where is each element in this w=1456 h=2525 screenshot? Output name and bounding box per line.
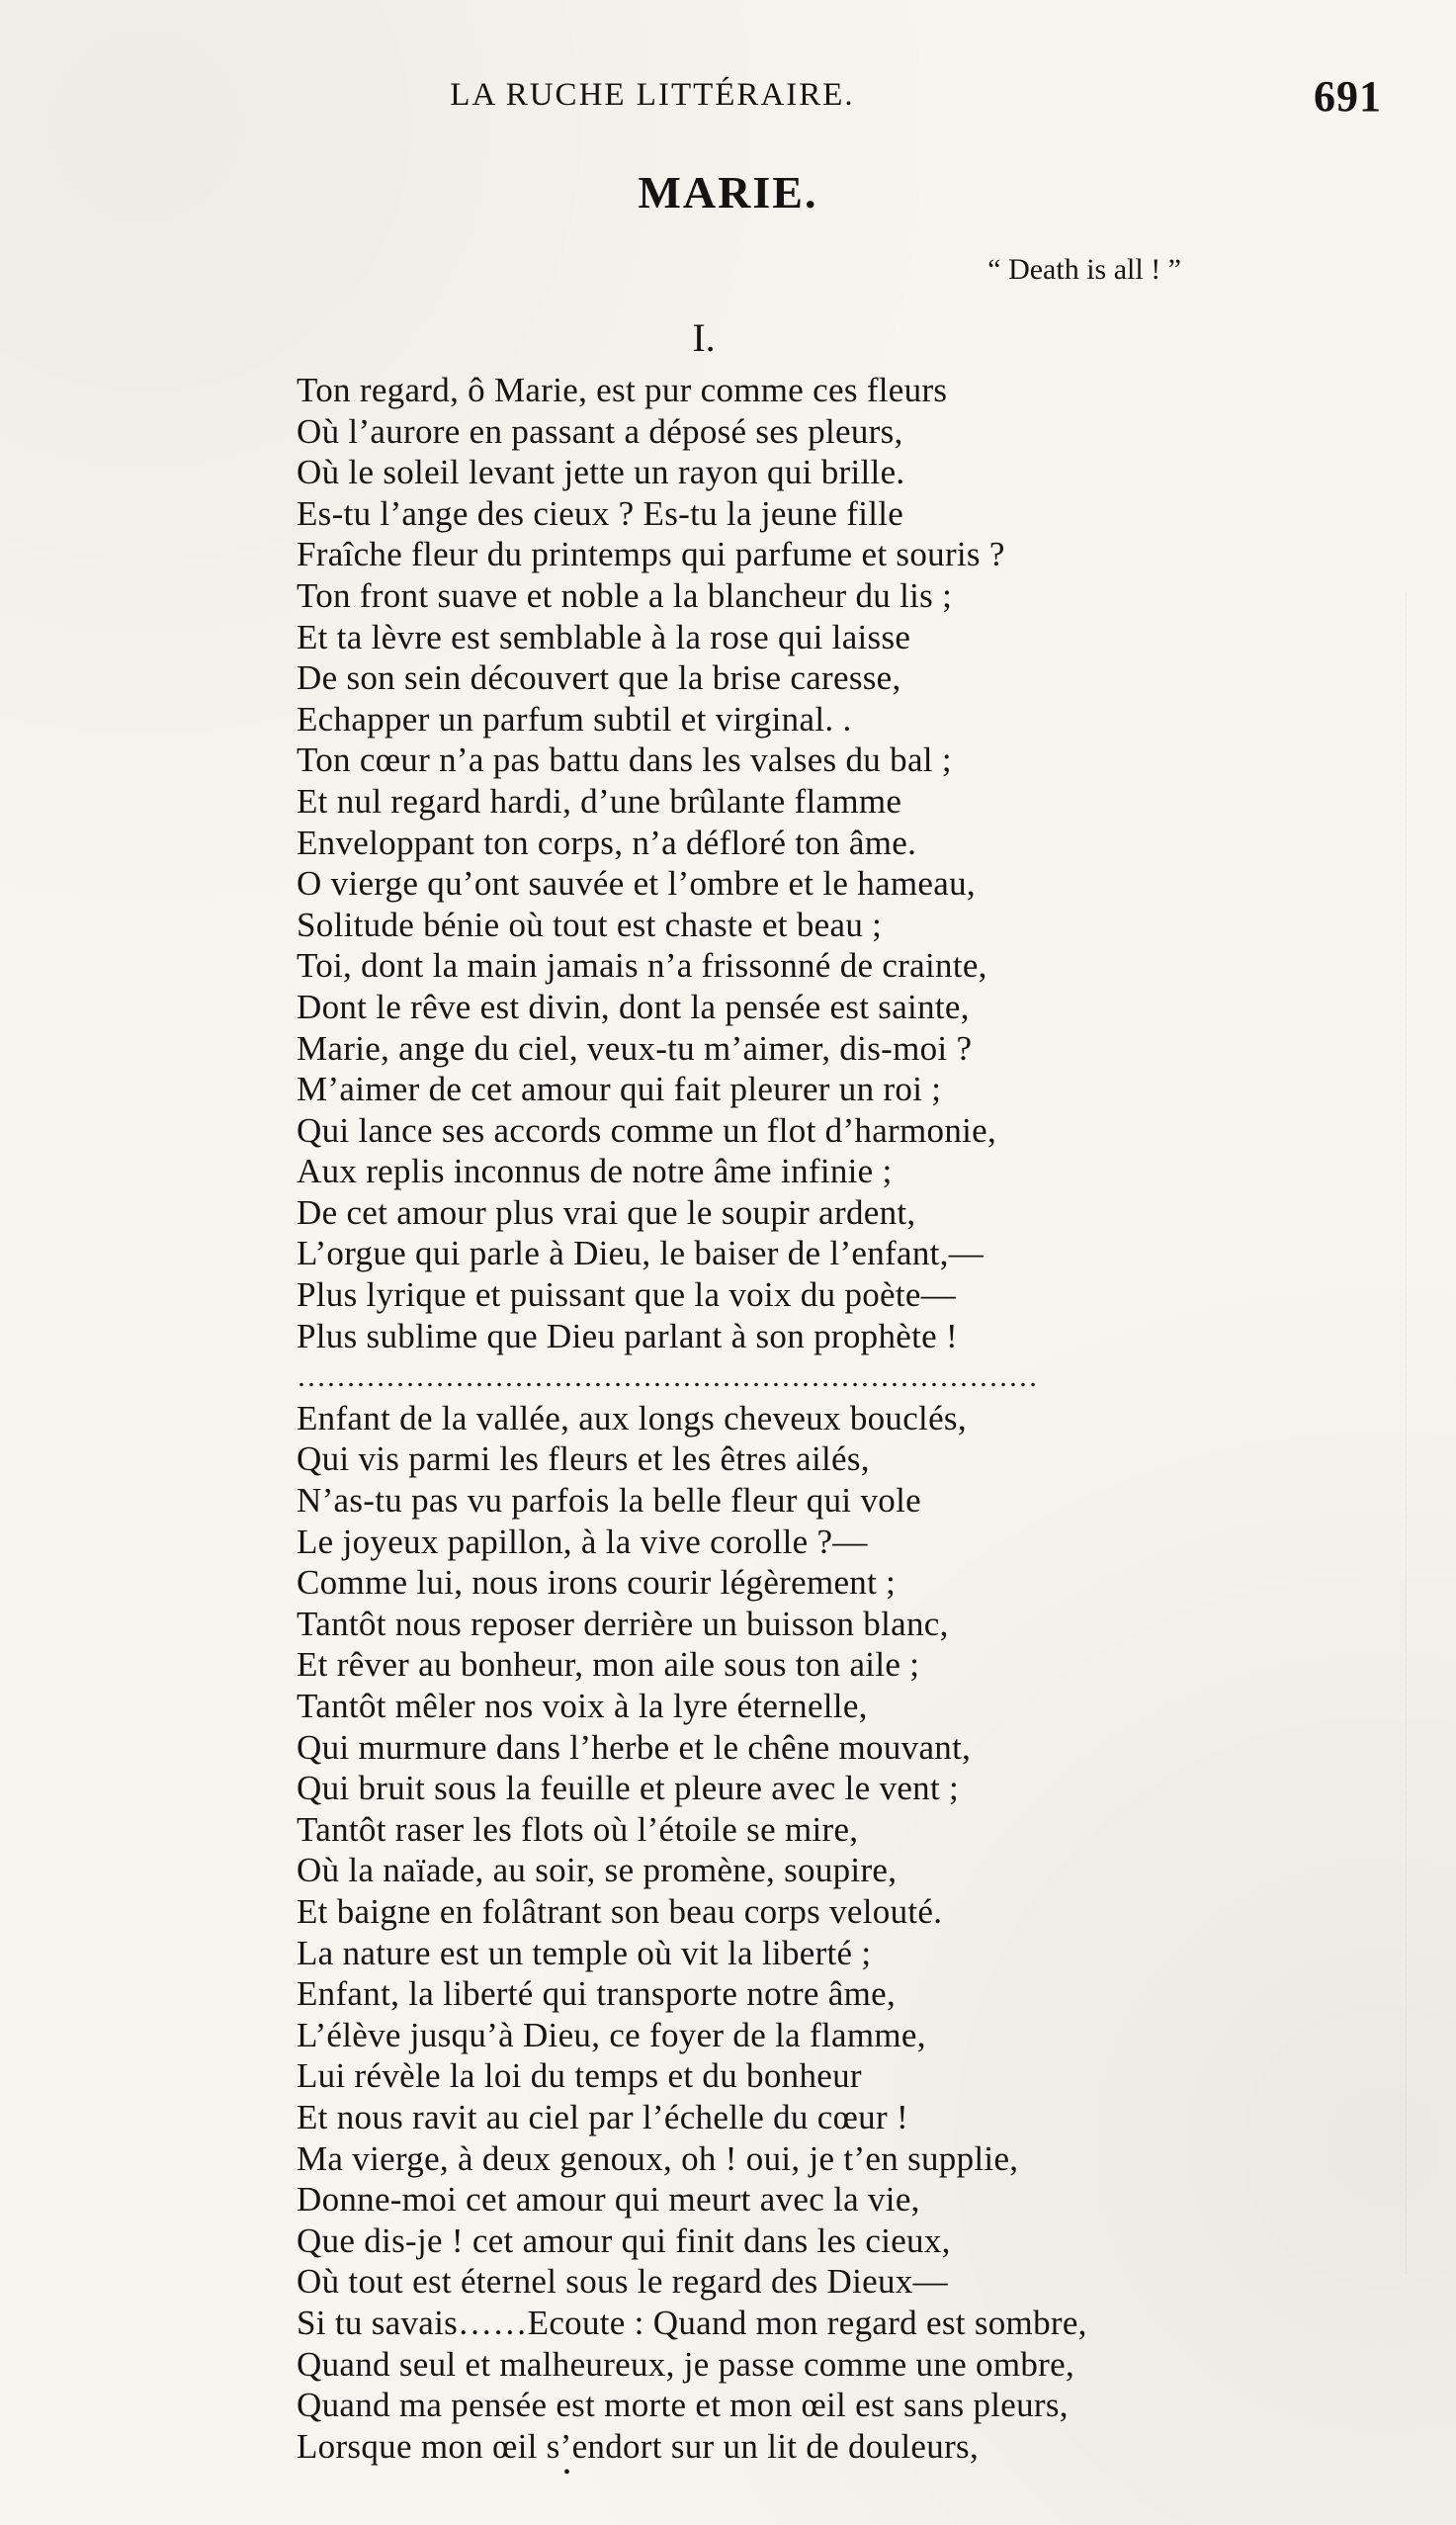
poem-line: La nature est un temple où vit la liberté ; [297, 1933, 872, 1972]
poem-line: Lui révèle la loi du temps et du bonheur [297, 2056, 862, 2096]
poem-line: Et nous ravit au ciel par l’échelle du cœur ! [297, 2097, 908, 2136]
poem-line: Et ta lèvre est semblable à la rose qui laisse [297, 617, 911, 656]
poem-line: Qui bruit sous la feuille et pleure avec le vent ; [297, 1769, 960, 1808]
poem-line: Enveloppant ton corps, n’a défloré ton âme. [297, 823, 917, 862]
poem-line: Quand seul et malheureux, je passe comme une ombre, [297, 2344, 1074, 2384]
poem-line: Donne-moi cet amour qui meurt avec la vie, [297, 2180, 920, 2220]
poem-body [297, 370, 1404, 2467]
poem-line: Où tout est éternel sous le regard des Dieux— [297, 2262, 948, 2302]
poem-line: Echapper un parfum subtil et virginal. . [297, 699, 852, 739]
poem-line: O vierge qu’ont sauvée et l’ombre et le hameau, [297, 864, 976, 904]
poem-line: Es-tu l’ange des cieux ? Es-tu la jeune fille [297, 493, 904, 533]
poem-line: Tantôt mêler nos voix à la lyre éternelle, [297, 1687, 868, 1725]
poem-line: Comme lui, nous irons courir légèrement ; [297, 1563, 897, 1603]
poem-line: Et rêver au bonheur, mon aile sous ton aile ; [297, 1645, 920, 1685]
poem-line: Lorsque mon œil s’endort sur un lit de douleurs, [297, 2426, 979, 2466]
page-number: 691 [1314, 72, 1382, 121]
poem-line: Qui lance ses accords comme un flot d’harmonie, [297, 1110, 997, 1150]
poem-line: L’orgue qui parle à Dieu, le baiser de l’enfant,— [297, 1234, 985, 1273]
poem-line: Tantôt raser les flots où l’étoile se mire, [297, 1809, 859, 1849]
poem-line: Plus lyrique et puissant que la voix du poète— [297, 1275, 957, 1315]
poem-line: Où la naïade, au soir, se promène, soupire, [297, 1851, 898, 1890]
poem-line: Qui murmure dans l’herbe et le chêne mouvant, [297, 1727, 972, 1767]
poem-line: Fraîche fleur du printemps qui parfume et souris ? [297, 535, 1005, 574]
poem-line: Marie, ange du ciel, veux-tu m’aimer, dis-moi ? [297, 1028, 973, 1068]
poem-line: N’as-tu pas vu parfois la belle fleur qui vole [297, 1481, 921, 1521]
poem-line: De son sein découvert que la brise caresse, [297, 658, 901, 698]
poem-line: Ma vierge, à deux genoux, oh ! oui, je t’en supplie, [297, 2138, 1019, 2178]
section-number: I. [692, 315, 716, 360]
poem-line: Dont le rêve est divin, dont la pensée est sainte, [297, 987, 970, 1026]
poem-line: Tantôt nous reposer derrière un buisson blanc, [297, 1604, 949, 1643]
poem-line: Ton cœur n’a pas battu dans les valses du bal ; [297, 740, 952, 780]
epigraph: “ Death is all ! ” [987, 253, 1181, 286]
poem-line: Ton regard, ô Marie, est pur comme ces fleurs [297, 371, 948, 409]
poem-line: Si tu savais……Ecoute : Quand mon regard est sombre, [297, 2303, 1087, 2342]
poem-line: Et nul regard hardi, d’une brûlante flamme [297, 781, 902, 821]
poem-line: Ton front suave et noble a la blancheur du lis ; [297, 575, 953, 615]
poem-line: Enfant, la liberté qui transporte notre âme, [297, 1974, 897, 2014]
poem-line: Aux replis inconnus de notre âme infinie ; [297, 1152, 893, 1191]
page-header [0, 72, 1456, 127]
poem-line: Qui vis parmi les fleurs et les êtres ailés, [297, 1439, 870, 1479]
poem-line: Quand ma pensée est morte et mon œil est sans pleurs, [297, 2386, 1069, 2425]
poem-line: Où l’aurore en passant a déposé ses pleurs, [297, 411, 903, 451]
poem-line: Solitude bénie où tout est chaste et beau ; [297, 905, 883, 944]
poem-line: Et baigne en folâtrant son beau corps velouté. [297, 1891, 943, 1931]
footer-mark: • [563, 2462, 571, 2483]
poem-line: Le joyeux papillon, à la vive corolle ?— [297, 1522, 868, 1561]
poem-line: Que dis-je ! cet amour qui finit dans les cieux, [297, 2220, 951, 2260]
poem-line: Où le soleil levant jette un rayon qui brille. [297, 453, 905, 492]
poem-line: M’aimer de cet amour qui fait pleurer un roi ; [297, 1070, 942, 1109]
poem-line: ………………………………………………………………… [297, 1360, 1038, 1394]
poem-title: MARIE. [638, 167, 818, 218]
poem-line: Plus sublime que Dieu parlant à son prophète ! [297, 1316, 958, 1355]
poem-line: Enfant de la vallée, aux longs cheveux bouclés, [297, 1398, 967, 1437]
poem-line: Toi, dont la main jamais n’a frissonné de crainte, [297, 946, 987, 986]
running-title: LA RUCHE LITTÉRAIRE. [450, 77, 855, 113]
poem-line: De cet amour plus vrai que le soupir ardent, [297, 1192, 916, 1232]
page-edge-shadow [1406, 593, 1436, 2274]
poem-line: L’élève jusqu’à Dieu, ce foyer de la flamme, [297, 2015, 926, 2054]
